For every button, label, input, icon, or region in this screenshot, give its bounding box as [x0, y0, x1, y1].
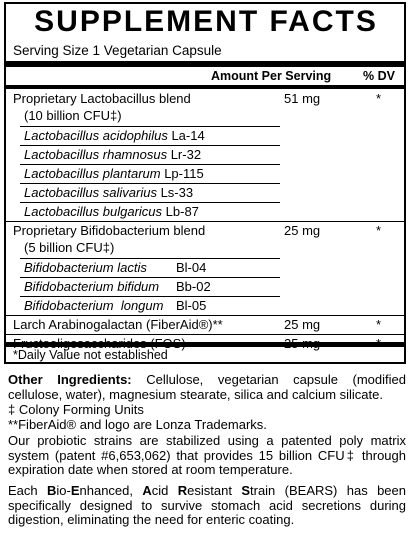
serving-size: Serving Size 1 Vegetarian Capsule: [13, 43, 222, 58]
ingredient-cfu: (5 billion CFU‡): [24, 240, 115, 255]
ingredient-amount: 51 mg: [284, 91, 321, 106]
ingredient-name: Proprietary Bifidobacterium blend: [13, 223, 206, 238]
daily-value-footnote: *Daily Value not established: [13, 348, 168, 362]
amount-header: Amount Per Serving: [211, 69, 332, 83]
ingredient-row: [6, 90, 404, 125]
strain-name: Bifidobacterium longum Bl-05: [24, 298, 207, 313]
strain-name: Lactobacillus plantarum Lp-115: [24, 166, 204, 181]
other-ingredients-label: Other Ingredients:: [8, 372, 132, 387]
dv-header: % DV: [363, 69, 395, 83]
ingredient-name: Larch Arabinogalactan (FiberAid®)**: [13, 317, 223, 332]
ingredient-dv: *: [376, 223, 382, 238]
strain-name: Bifidobacterium bifidum Bb-02: [24, 279, 211, 294]
ingredient-name: Proprietary Lactobacillus blend: [13, 91, 191, 106]
supplement-facts-panel: [4, 2, 406, 364]
strain-name: Lactobacillus bulgaricus Lb-87: [24, 204, 199, 219]
footer-thick-rule: [6, 342, 404, 347]
other-ingredients-text: Cellulose, vegetarian capsule (modified cellulose, water), magnesium stearate, silica and calcium silicate.: [8, 372, 406, 402]
ingredient-amount: 25 mg: [284, 223, 321, 238]
strain-name: Lactobacillus rhamnosus Lr-32: [24, 147, 202, 162]
bears-paragraph: Each Bio-Enhanced, Acid Resistant Strain (BEARS) has been specifically designed to survive stomach acid secretions during digestion, eliminating the need for enteric coating.: [8, 483, 406, 527]
strains-paragraph: Our probiotic strains are stabilized using a patented poly matrix system (patent #6,653,062) that provides 15 billion CFU‡ through expiration date when stored at room temperature.: [8, 433, 406, 477]
cfu-note: ‡ Colony Forming Units: [8, 402, 144, 417]
other-ingredients: [8, 373, 406, 402]
trademark-note: **FiberAid® and logo are Lonza Trademarks.: [8, 417, 267, 432]
ingredient-dv: *: [376, 317, 382, 332]
ingredient-cfu: (10 billion CFU‡): [24, 108, 122, 123]
strain-name: Lactobacillus acidophilus La-14: [24, 128, 205, 143]
strain-name: Bifidobacterium lactis Bl-04: [24, 260, 207, 275]
ingredient-amount: 25 mg: [284, 317, 321, 332]
ingredient-dv: *: [376, 91, 382, 106]
ingredient-row: [6, 222, 404, 257]
panel-title: SUPPLEMENT FACTS: [34, 5, 378, 38]
header-bottom-rule: [6, 85, 404, 89]
header-thick-rule: [6, 61, 404, 67]
strain-name: Lactobacillus salivarius Ls-33: [24, 185, 194, 200]
